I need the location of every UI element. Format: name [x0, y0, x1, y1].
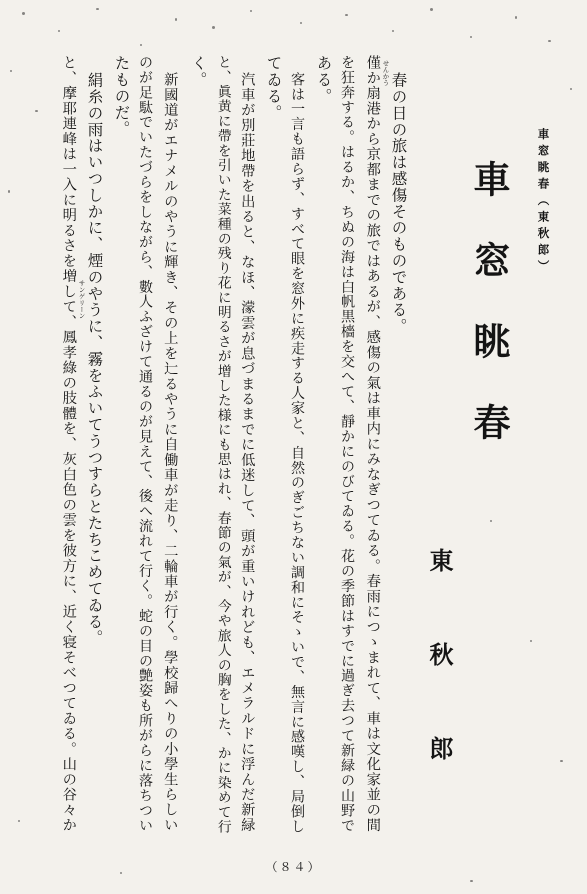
- body-column: 春の日の旅は感傷そのものである。: [389, 72, 408, 335]
- speck: [470, 880, 473, 882]
- body-column: 客は一言も語らず、すべて眼を窓外に疾走する人家と、自然のぎごちない調和にそゝいで、無言に感嘆し、局倒し: [289, 72, 306, 834]
- speck: [345, 14, 348, 16]
- article-title: 車窓眺春: [467, 160, 511, 484]
- page-number: （８４）: [265, 860, 322, 874]
- speck: [530, 640, 532, 642]
- body-column: 僅か扇港から京都までの旅ではあるが、感傷の氣は車内にみなぎつてゐる。春雨につゝまれて、車は文化家並の間: [364, 55, 381, 833]
- ruby-annotation: せんかう: [381, 60, 390, 86]
- body-column: たものだ。: [112, 55, 131, 137]
- body-column: ある。: [314, 55, 333, 105]
- speck: [22, 12, 25, 15]
- speck: [18, 820, 20, 822]
- body-column: 汽車が別莊地帶を出ると、なほ、濛雲が息づまるまでに低迷して、頭が重いけれども、エメラルドに浮んだ新緑: [239, 72, 256, 833]
- body-column: 絹糸の雨はいつしかに、煙のやうに、霧をふいてうつすらとたちこめてゐる。: [85, 72, 104, 646]
- speck: [490, 520, 492, 522]
- body-column: く。: [189, 55, 208, 88]
- body-column: と、眞黄に帶を引いた菜種の残り花に明るさが增した様にも思はれ、春節の氣が、今や旅人の胸をした、かに染めて行: [214, 55, 231, 835]
- body-column: 新國道がエナメルのやうに輝き、その上を辷るやうに自働車が走り、二輪車が行く。學校歸へりの小學生らしい: [162, 72, 179, 833]
- speck: [430, 8, 433, 11]
- ruby-annotation: サンゲリーン: [77, 280, 86, 319]
- speck: [175, 18, 177, 21]
- speck: [58, 30, 60, 32]
- speck: [10, 70, 12, 72]
- speck: [212, 26, 215, 29]
- speck: [35, 110, 38, 112]
- speck: [570, 88, 572, 90]
- speck: [392, 30, 394, 32]
- speck: [560, 760, 563, 762]
- speck: [8, 190, 10, 193]
- body-column: と、摩耶連峰は一入に明るさを増して、鳳孝綠の肢體を、灰白色の雲を彼方に、近く寝そべつてゐる。山の谷々か: [60, 55, 77, 833]
- speck: [515, 16, 517, 19]
- running-header: 車窓眺春（東秋郎）: [536, 128, 551, 277]
- speck: [96, 8, 99, 10]
- body-column: を狂奔する。はるか、ちぬの海は白帆黒檣を交へて、靜かにのびてゐる。花の季節はすでに過ぎ去つて新緑の山野で: [339, 55, 356, 833]
- speck: [140, 44, 142, 46]
- speck: [300, 22, 302, 24]
- speck: [250, 10, 252, 12]
- body-column: てゐる。: [264, 55, 283, 121]
- article-author: 東秋郎: [425, 548, 454, 830]
- speck: [470, 36, 472, 38]
- body-column: のが足駄でいたづらをしながら、數人ふざけて通るのが見えて、後へ流れて行く。蛇の目の艶姿も所がらに落ちつい: [137, 55, 154, 833]
- speck: [548, 40, 551, 42]
